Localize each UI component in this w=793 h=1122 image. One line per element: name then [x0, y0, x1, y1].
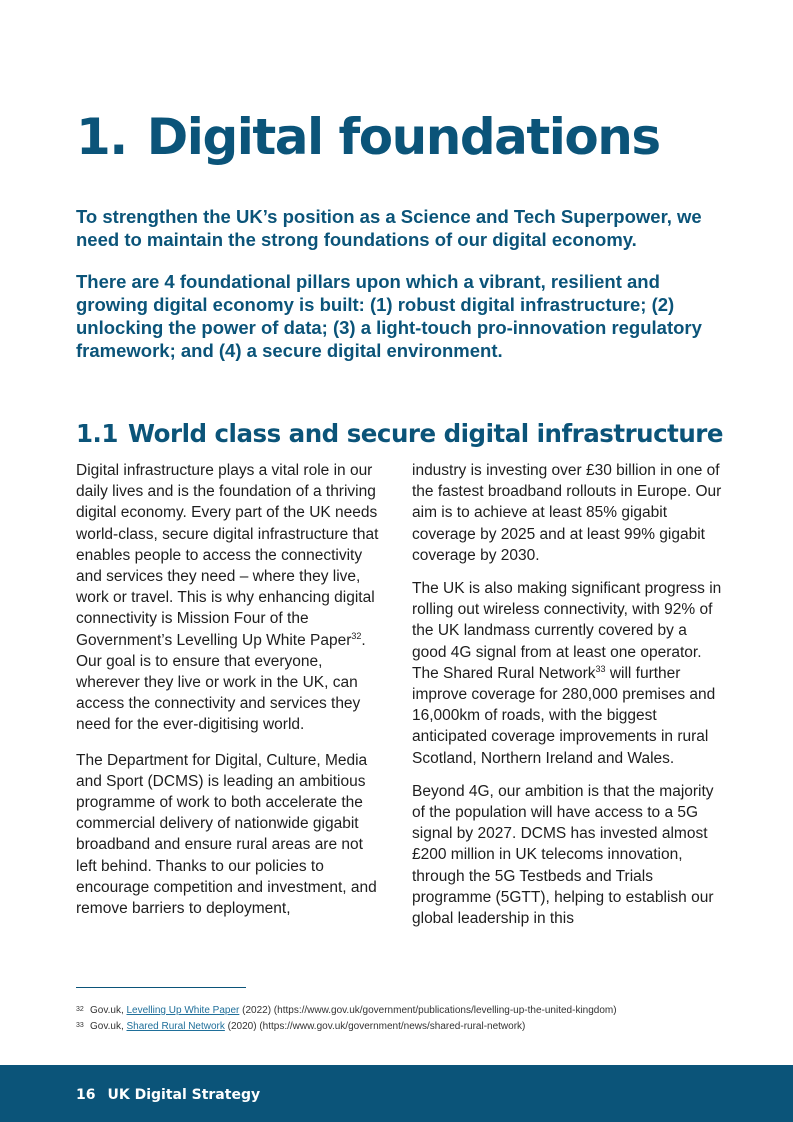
footnote-divider — [76, 987, 246, 988]
footnote-prefix: Gov.uk, — [90, 1005, 127, 1016]
footnote-ref-32[interactable]: 32 — [351, 630, 362, 641]
footnotes — [76, 1002, 756, 1034]
body-text: Digital infrastructure plays a vital role in our daily lives and is the foundation of a thriving digital economy. Every part of the UK needs world-class, secure digital infrastructure that enables people to access the connectivity and services they need – where they live, work or travel. This is why enhancing digital connectivity is Mission Four of the Government’s Levelling Up White Paper — [76, 462, 379, 649]
footnote-32 — [76, 1002, 756, 1018]
body-paragraph — [76, 460, 384, 736]
chapter-title-text: Digital foundations — [146, 108, 660, 166]
footnote-link-levelling-up[interactable]: Levelling Up White Paper — [126, 1005, 240, 1016]
footnote-link-shared-rural-network[interactable]: Shared Rural Network — [126, 1021, 225, 1032]
footnote-suffix: (2020) (https://www.gov.uk/government/news/shared-rural-network) — [224, 1021, 526, 1032]
section-number: 1.1 — [76, 419, 118, 448]
footnote-33 — [76, 1018, 756, 1034]
footer-text — [76, 1087, 260, 1103]
lead-paragraph-2: There are 4 foundational pillars upon which a vibrant, resilient and growing digital economy is built: (1) robust digital infrastructure; (2) unlocking the power of data; (3) a light-touch pro-innovation regulatory framework; and (4) a secure digital environment. — [76, 271, 702, 361]
body-paragraph: Beyond 4G, our ambition is that the majority of the population will have access to a 5G signal by 2027. DCMS has invested almost £200 million in UK telecoms innovation, through the 5G Testbeds and Trials programme (5GTT), helping to establish our global leadership in this — [412, 782, 714, 928]
lead-paragraph-1: To strengthen the UK’s position as a Science and Tech Superpower, we need to maintain the strong foundations of our digital economy. — [76, 206, 702, 250]
body-paragraph — [412, 578, 724, 769]
left-column — [76, 460, 384, 931]
footnote-suffix: (2022) (https://www.gov.uk/government/publications/levelling-up-the-united-kingdom) — [239, 1005, 617, 1016]
footnote-number: 32 — [76, 1006, 84, 1013]
chapter-title — [76, 108, 660, 166]
body-paragraph: The Department for Digital, Culture, Media and Sport (DCMS) is leading an ambitious programme of work to both accelerate the commercial delivery of nationwide gigabit broadband and ensure rural areas are not left behind. Thanks to our policies to encourage competition and investment, and remove barriers to deployment, — [76, 751, 377, 918]
body-paragraph: industry is investing over £30 billion in one of the fastest broadband rollouts in Europe. Our aim is to achieve at least 85% gigabit coverage by 2025 and at least 99% gigabit coverage by 2030. — [412, 462, 722, 564]
body-text: will further improve coverage for 280,000 premises and 16,000km of roads, with the biggest anticipated coverage improvements in rural Scotland, Northern Ireland and Wales. — [412, 664, 716, 767]
body-text: . Our goal is to ensure that everyone, wherever they live or work in the UK, can access the connectivity and services they need for the ever-digitising world. — [76, 631, 366, 734]
chapter-number: 1. — [76, 108, 127, 166]
section-title: World class and secure digital infrastructure — [128, 419, 723, 448]
body-text: The UK is also making significant progress in rolling out wireless connectivity, with 92% of the UK landmass currently covered by a good 4G signal from at least one operator. The Shared Rural Network — [412, 580, 722, 682]
page-number: 16 — [76, 1087, 96, 1103]
page-footer — [0, 1065, 793, 1122]
right-column — [412, 460, 724, 941]
footnote-ref-33[interactable]: 33 — [595, 663, 606, 674]
footnote-number: 33 — [76, 1022, 84, 1029]
footnote-prefix: Gov.uk, — [90, 1021, 127, 1032]
document-title: UK Digital Strategy — [107, 1087, 261, 1103]
section-heading — [76, 419, 723, 448]
